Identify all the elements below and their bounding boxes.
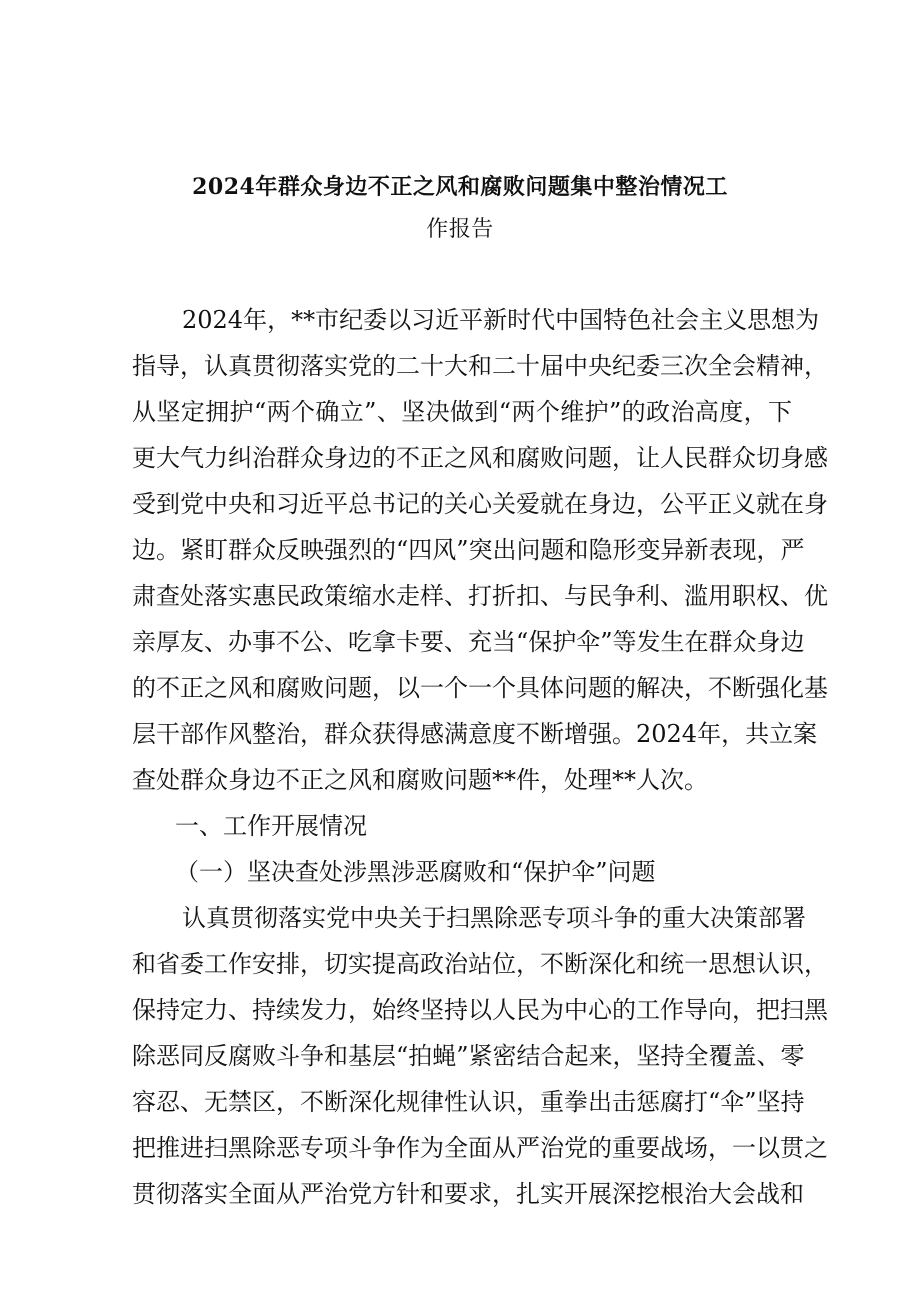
paragraph-2-line: 和省委工作安排，切实提高政治站位，不断深化和统一思想认识，	[132, 950, 828, 978]
paragraph-1-line: 边。紧盯群众反映强烈的“四风”突出问题和隐形变异新表现，严	[132, 536, 805, 564]
paragraph-2-line: 把推进扫黑除恶专项斗争作为全面从严治党的重要战场，一以贯之	[132, 1134, 828, 1162]
document-title-line-1: 2024年群众身边不正之风和腐败问题集中整治情况工	[192, 174, 728, 200]
paragraph-2-line: 贯彻落实全面从严治党方针和要求，扎实开展深挖根治大会战和	[132, 1180, 804, 1208]
paragraph-2-line: 保持定力、持续发力，始终坚持以人民为中心的工作导向，把扫黑	[132, 996, 828, 1024]
paragraph-2-line: 认真贯彻落实党中央关于扫黑除恶专项斗争的重大决策部署	[182, 904, 806, 932]
paragraph-1-line: 肃查处落实惠民政策缩水走样、打折扣、与民争利、滥用职权、优	[132, 582, 828, 610]
subsection-heading: （一）坚决查处涉黑涉恶腐败和“保护伞”问题	[175, 858, 656, 886]
paragraph-1-line: 层干部作风整治，群众获得感满意度不断增强。2024年，共立案	[132, 720, 818, 748]
document-title-line-2: 作报告	[426, 217, 494, 242]
paragraph-1-line: 指导，认真贯彻落实党的二十大和二十届中央纪委三次全会精神，	[132, 352, 828, 380]
paragraph-1-line: 从坚定拥护“两个确立”、坚决做到“两个维护”的政治高度，下	[132, 398, 792, 426]
paragraph-1-line: 查处群众身边不正之风和腐败问题**件，处理**人次。	[132, 766, 708, 794]
section-heading: 一、工作开展情况	[175, 812, 367, 840]
paragraph-1-line: 的不正之风和腐败问题，以一个一个具体问题的解决，不断强化基	[132, 674, 828, 702]
paragraph-1-line: 2024年，**市纪委以习近平新时代中国特色社会主义思想为	[182, 306, 820, 334]
paragraph-2-line: 除恶同反腐败斗争和基层“拍蝇”紧密结合起来，坚持全覆盖、零	[132, 1042, 805, 1070]
paragraph-1-line: 更大气力纠治群众身边的不正之风和腐败问题，让人民群众切身感	[132, 444, 828, 472]
paragraph-2-line: 容忍、无禁区，不断深化规律性认识，重拳出击惩腐打“伞”坚持	[132, 1088, 805, 1116]
paragraph-1-line: 亲厚友、办事不公、吃拿卡要、充当“保护伞”等发生在群众身边	[132, 628, 805, 656]
paragraph-1-line: 受到党中央和习近平总书记的关心关爱就在身边，公平正义就在身	[132, 490, 828, 518]
